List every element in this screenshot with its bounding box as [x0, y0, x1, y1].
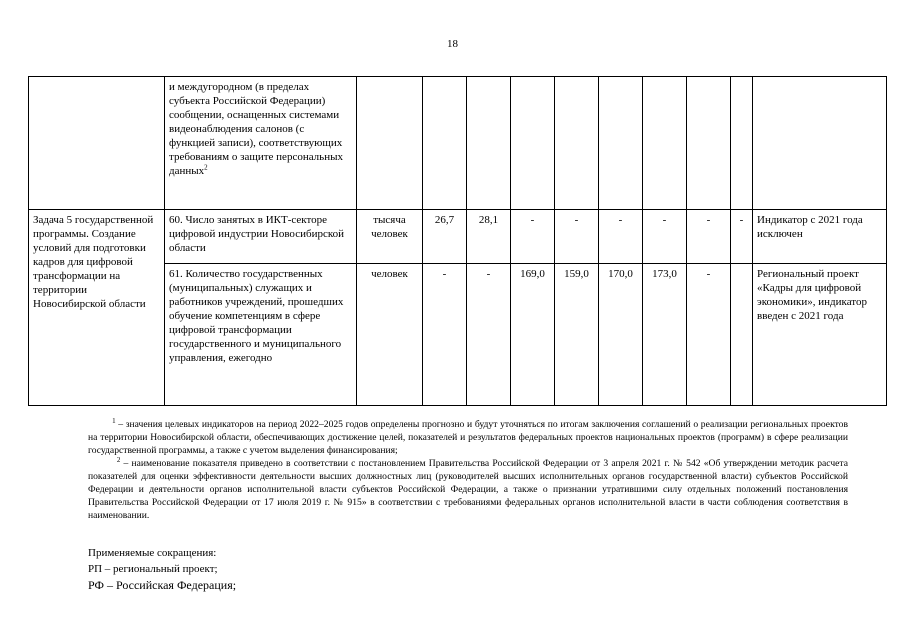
- value-cell: [511, 77, 555, 210]
- value-cell: [467, 77, 511, 210]
- unit-cell: человек: [357, 264, 423, 406]
- value-cell: [555, 77, 599, 210]
- abbreviations: [88, 545, 236, 593]
- table-row: [29, 77, 887, 210]
- value-cell: [643, 77, 687, 210]
- unit-cell: [357, 77, 423, 210]
- indicator-cell: 60. Число занятых в ИКТ-секторе цифровой индустрии Новосибирской области: [165, 210, 357, 264]
- value-cell: -: [511, 210, 555, 264]
- indicator-cell: 61. Количество государственных (муниципальных) служащих и работников учреждений, прошедших обучение компетенциям в сфере цифровой трансформации государственного и муниципального управления, ежегодно: [165, 264, 357, 406]
- footnotes: [88, 418, 848, 522]
- value-cell: [423, 77, 467, 210]
- value-cell: -: [687, 210, 731, 264]
- abbreviation-item: РП – региональный проект;: [88, 563, 218, 575]
- value-cell: 26,7: [423, 210, 467, 264]
- value-cell: [687, 77, 731, 210]
- unit-cell: тысяча человек: [357, 210, 423, 264]
- page-number: 18: [447, 38, 458, 50]
- value-cell: -: [555, 210, 599, 264]
- value-cell: 28,1: [467, 210, 511, 264]
- abbreviation-item: РФ – Российская Федерация;: [88, 578, 237, 592]
- value-cell: -: [467, 264, 511, 406]
- note-cell: Региональный проект «Кадры для цифровой экономики», индикатор введен с 2021 года: [753, 264, 887, 406]
- footnote-1: $^1$ – значения целевых индикаторов на период 2022–2025 годов определены прогнозно и будут уточняться по итогам заключения соглашений о реализации региональных проектов на территории Новосибирской области, обеспечивающих достижение целей, показателей и результатов федеральных проектов национальных проектов (программ) в сфере реализации государственной программы, а также с учетом выделения финансирования;: [88, 416, 848, 456]
- value-cell: -: [599, 210, 643, 264]
- value-cell: 159,0: [555, 264, 599, 406]
- value-cell: -: [687, 264, 731, 406]
- indicators-table: [28, 76, 887, 406]
- value-cell: -: [731, 210, 753, 264]
- abbreviations-title: Применяемые сокращения:: [88, 547, 217, 559]
- value-cell: [599, 77, 643, 210]
- value-cell: [731, 77, 753, 210]
- note-cell: Индикатор с 2021 года исключен: [753, 210, 887, 264]
- footnote-2: $^2$ – наименование показателя приведено в соответствии с постановлением Правительства Российской Федерации от 3 апреля 2021 г. № 542 «Об утверждении методик расчета показателей для оценки эффективности деятельности высших должностных лиц (руководителей высших исполнительных органов государственной власти) субъектов Российской Федерации и деятельности органов исполнительной власти субъектов Российской Федерации, а также о признании утратившими силу отдельных положений постановления Правительства Российской Федерации от 17 июля 2019 г. № 915» в соответствии с требованиями федеральных органов исполнительной власти в части соблюдения соответствия в наименовании.: [88, 455, 848, 521]
- value-cell: 169,0: [511, 264, 555, 406]
- value-cell: 170,0: [599, 264, 643, 406]
- note-cell: [753, 77, 887, 210]
- task-cell: [29, 77, 165, 210]
- value-cell: -: [643, 210, 687, 264]
- table-row: [29, 210, 887, 264]
- task-cell: Задача 5 государственной программы. Создание условий для подготовки кадров для цифровой трансформации на территории Новосибирской области: [29, 210, 165, 406]
- value-cell: [731, 264, 753, 406]
- value-cell: -: [423, 264, 467, 406]
- value-cell: 173,0: [643, 264, 687, 406]
- indicator-cell: и междугородном (в пределах субъекта Российской Федерации) сообщении, оснащенных системами видеонаблюдения салонов (с функцией записи), соответствующих требованиям о защите персональных данных$^2$: [165, 77, 357, 210]
